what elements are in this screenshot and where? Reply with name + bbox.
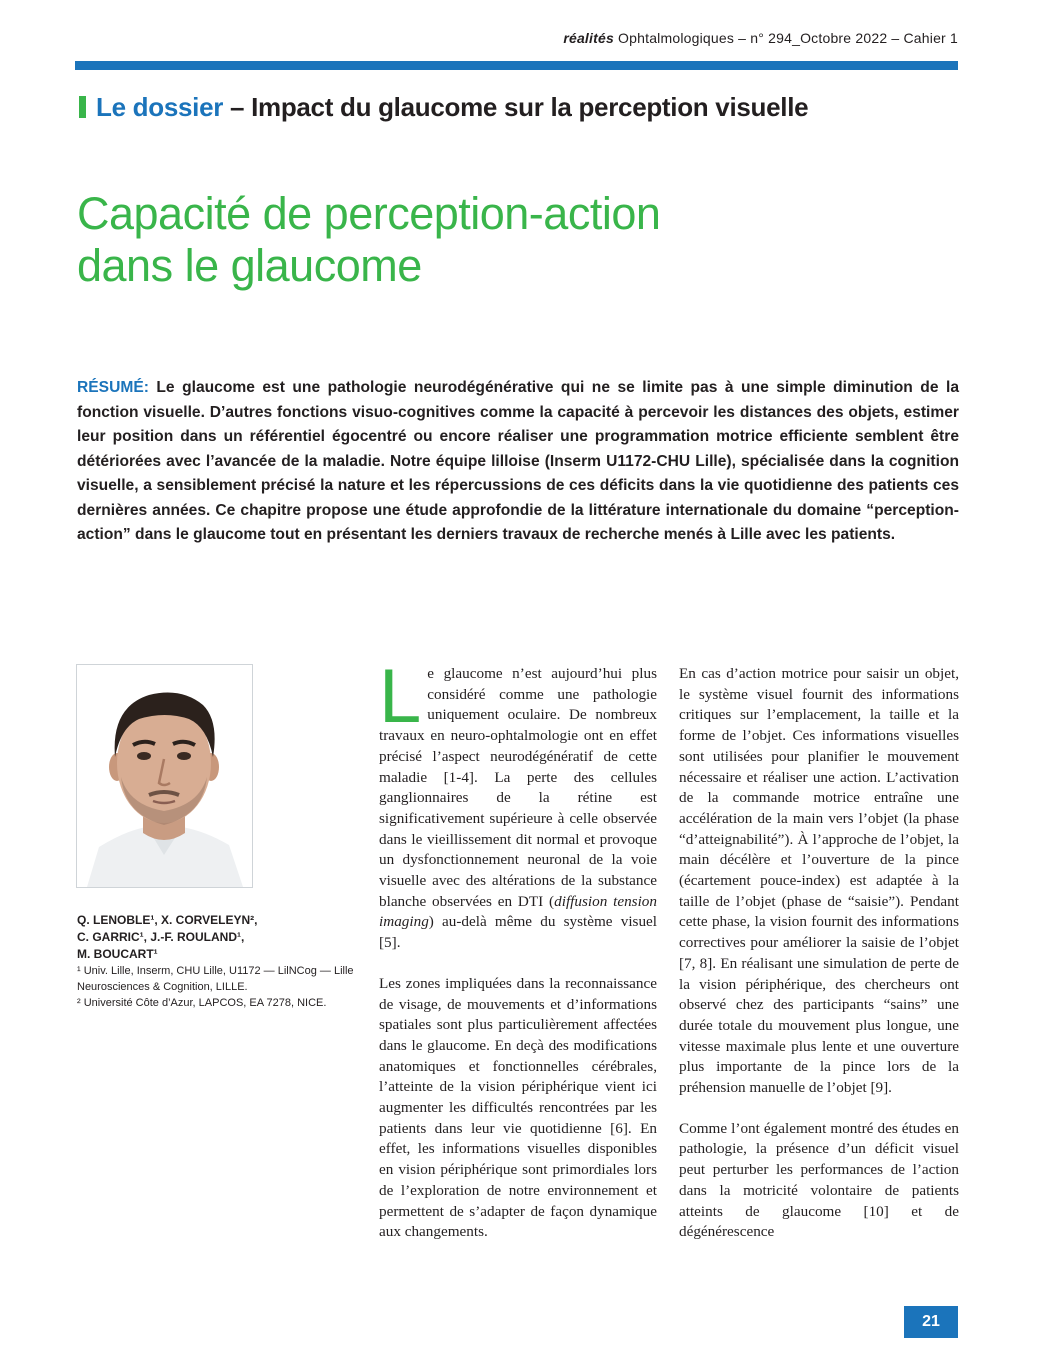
body-paragraph: [379, 654, 657, 954]
author-block: [77, 912, 357, 1011]
author-portrait: [76, 664, 253, 888]
abstract: [77, 376, 959, 548]
body-text: ) au-delà même du système visuel [5].: [379, 913, 657, 952]
dossier-label: Le dossier: [96, 92, 224, 122]
author-names-line-1: Q. LENOBLE¹, X. CORVELEYN²,: [77, 913, 258, 927]
dossier-topic: Impact du glaucome sur la perception visuelle: [251, 92, 809, 122]
journal-brand: réalités: [563, 30, 614, 46]
article-title: [77, 188, 877, 292]
journal-header: [563, 30, 958, 46]
top-rule: [75, 61, 958, 70]
abstract-text: Le glaucome est une pathologie neurodégénérative qui ne se limite pas à une simple diminution de la fonction visuelle. D’autres fonctions visuo-cognitives comme la capacité à percevoir les distances des objets, estimer leur position dans un référentiel égocentré ou encore réaliser une programmation motrice efficiente semblent être détériorées avec l’avancée de la maladie. Notre équipe lilloise (Inserm U1172-CHU Lille), spécialisée dans la cognition visuelle, a sensiblement précisé la nature et les répercussions de ces déficits dans la vie quotidienne des patients ces dernières années. Ce chapitre propose une étude approfondie de la littérature internationale du domaine “perception-action” dans le glaucome tout en présentant les derniers travaux de recherche menés à Lille avec les patients.: [77, 379, 959, 543]
journal-issue: Ophtalmologiques – n° 294_Octobre 2022 – Cahier 1: [613, 30, 958, 46]
affiliation-2: ² Université Côte d’Azur, LAPCOS, EA 7278, NICE.: [77, 997, 327, 1009]
body-paragraph: En cas d’action motrice pour saisir un objet, le système visuel fournit des informations critiques sur l’emplacement, la taille et la forme de l’objet. Ces informations visuelles sont utilisées pour planifier le mouvement nécessaire et réaliser une action. L’activation de la commande motrice entraîne une accélération de la main vers l’objet (la phase “d’atteignabilité”). À l’approche de l’objet, la main décélère et l’ouverture de la pince (écartement pouce-index) est adaptée à la taille de l’objet (phase de “saisie”). Pendant cette phase, la vision fournit des informations correctives pour améliorer la saisie de l’objet [7, 8]. En réalisant une simulation de perte de la vision périphérique, des chercheurs ont observé chez des participants “sains” une durée totale du mouvement plus longue, une vitesse maximale plus lente et une ouverture plus importante de la pince lors de la préhension manuelle de l’objet [9].: [679, 665, 959, 1097]
drop-cap: L: [379, 654, 422, 739]
author-names-line-2: C. GARRIC¹, J.-F. ROULAND¹,: [77, 930, 245, 944]
body-text-italic: diffusion tension imaging: [379, 892, 657, 931]
portrait-illustration: [77, 665, 252, 887]
body-text: e glaucome n’est aujourd’hui plus considéré comme une pathologie uniquement oculaire. De nombreux travaux en neuro-ophtalmologie ont en effet précisé l’aspect neurodégénératif de cette maladie [1-4]. La perte des cellules ganglionnaires de la rétine est significativement supérieure à celle observée dans le vieillissement dit normal et provoque un dysfonctionnement neuronal de la voie visuelle avec des altérations de la substance blanche observées en DTI (: [379, 665, 657, 910]
author-names-line-3: M. BOUCART¹: [77, 947, 158, 961]
body-paragraph: Comme l’ont également montré des études en pathologie, la présence d’un déficit visuel peut perturber les performances de l’action dans la motricité volontaire de patients atteints de glaucome [10] et de dégénérescence: [679, 1119, 959, 1241]
page-number: 21: [904, 1306, 958, 1338]
title-line-2: dans le glaucome: [77, 240, 422, 291]
body-paragraph: Les zones impliquées dans la reconnaissance de visage, de mouvements et d’informations spatiales sont plus particulièrement affectées dans le glaucome. En deçà des modifications anatomiques et fonctionnelles cérébrales, l’atteinte de la vision périphérique vient ici augmenter les difficultés rencontrées par les patients dans leur vie quotidienne [6]. En effet, les informations visuelles disponibles en vision périphérique sont primordiales lors de l’exploration de notre environnement et permettent de s’adapter de façon dynamique aux changements.: [379, 974, 657, 1241]
green-bar-marker: [79, 96, 86, 118]
dossier-heading: [79, 92, 808, 123]
dossier-separator: –: [223, 92, 252, 122]
body-column-2: [679, 664, 959, 1263]
title-line-1: Capacité de perception-action: [77, 188, 661, 239]
body-column-1: [379, 654, 657, 1263]
abstract-keyword: RÉSUMÉ:: [77, 379, 149, 396]
affiliation-1: ¹ Univ. Lille, Inserm, CHU Lille, U1172 — LilNCog — Lille Neurosciences & Cognition, LILLE.: [77, 965, 354, 993]
